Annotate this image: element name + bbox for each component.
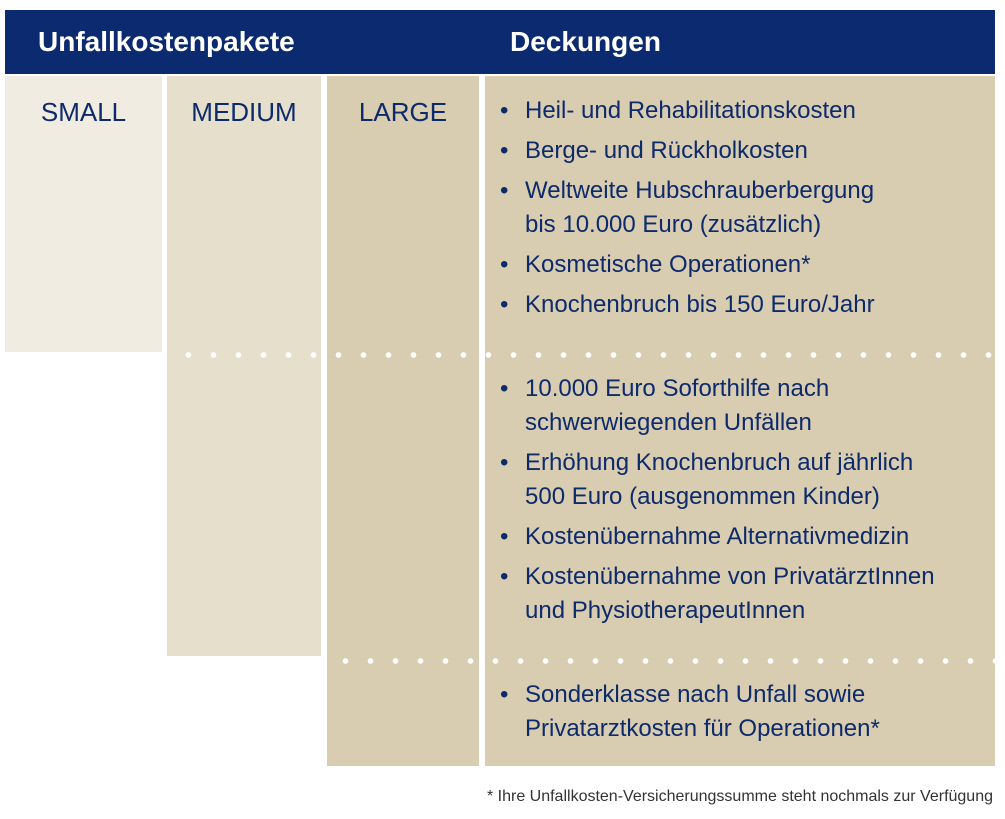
bullet-icon: • [500,563,509,590]
bullet-icon: • [500,375,509,402]
coverage-item-line: Kostenübernahme von PrivatärztInnen [525,563,935,590]
coverage-item-line: Erhöhung Knochenbruch auf jährlich [525,449,914,476]
dotted-divider-medium-large [327,658,995,664]
coverage-item-line: Weltweite Hubschrauberbergung [525,177,875,204]
coverage-item [500,174,990,242]
coverage-item-line: 500 Euro (ausgenommen Kinder) [525,483,880,510]
package-label-large: LARGE [358,97,448,127]
coverage-item [500,372,990,440]
coverage-heading: Deckungen [510,26,661,57]
dotted-divider-small-medium [170,352,995,358]
bullet-icon: • [500,251,509,278]
package-label-small: SMALL [40,97,127,127]
coverage-item-line: bis 10.000 Euro (zusätzlich) [525,211,822,238]
bullet-icon: • [500,177,509,204]
medium-column-bg [167,76,321,656]
coverage-item [500,94,990,128]
coverage-item [500,560,990,628]
coverage-item [500,288,990,322]
bullet-icon: • [500,523,509,550]
coverage-item-line: Kostenübernahme Alternativmedizin [525,523,910,550]
table-header [5,10,995,74]
coverage-item-line: und PhysiotherapeutInnen [525,597,806,624]
bullet-icon: • [500,449,509,476]
coverage-item-line: Knochenbruch bis 150 Euro/Jahr [525,291,875,318]
coverage-item-line: Sonderklasse nach Unfall sowie [525,681,866,708]
coverage-item-line: Heil- und Rehabilitationskosten [525,97,856,124]
package-label-medium: MEDIUM [191,97,297,127]
packages-heading: Unfallkostenpakete [38,26,295,57]
coverage-item [500,134,990,168]
coverage-list-large [500,678,990,752]
coverage-item [500,678,990,746]
coverage-item-line: schwerwiegenden Unfällen [525,409,812,436]
bullet-icon: • [500,681,509,708]
coverage-list-small [500,94,990,328]
bullet-icon: • [500,97,509,124]
coverage-item-line: 10.000 Euro Soforthilfe nach [525,375,830,402]
coverage-item [500,446,990,514]
footnote: * Ihre Unfallkosten-Versicherungssumme steht nochmals zur Verfügung [486,788,993,805]
bullet-icon: • [500,137,509,164]
bullet-icon: • [500,291,509,318]
coverage-item [500,520,990,554]
coverage-item-line: Kosmetische Operationen* [525,251,811,278]
coverage-item-line: Berge- und Rückholkosten [525,137,808,164]
coverage-item [500,248,990,282]
coverage-list-medium [500,372,990,634]
coverage-item-line: Privatarztkosten für Operationen* [525,715,880,742]
